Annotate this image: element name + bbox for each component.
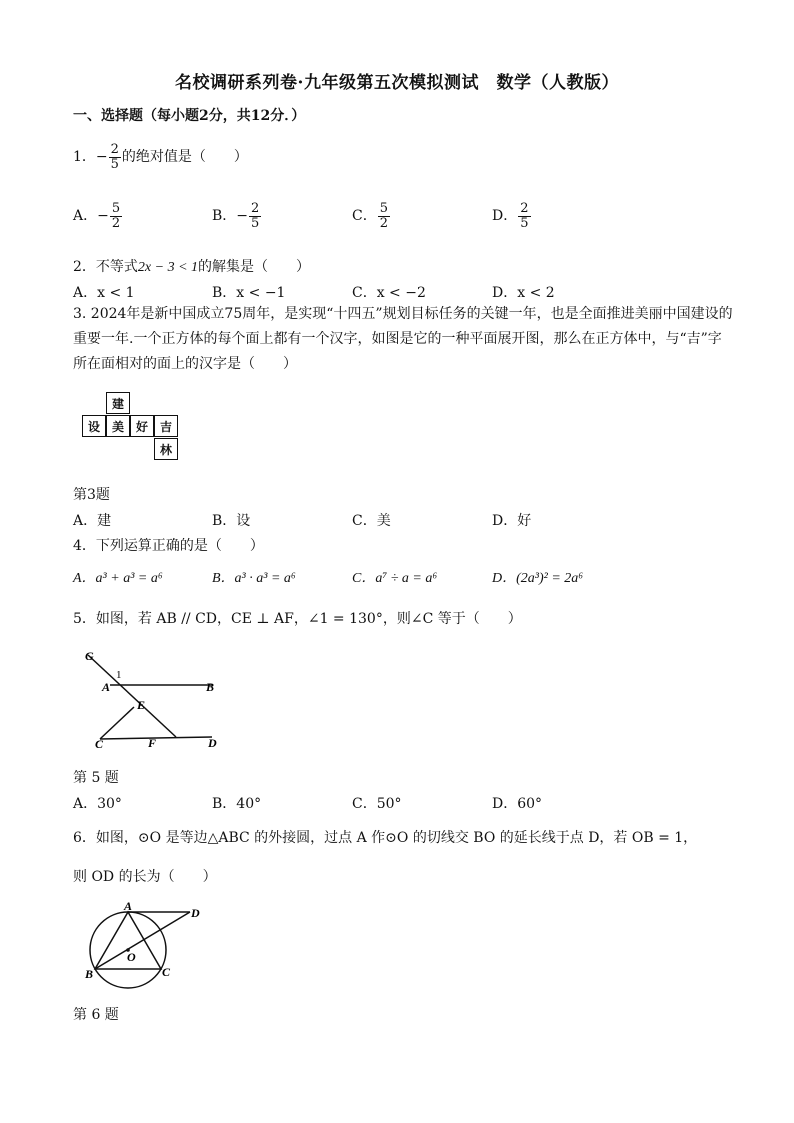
- label-d: D: [208, 736, 217, 750]
- figure-caption-6: 第 6 题: [73, 1007, 119, 1023]
- label-c: C: [95, 737, 104, 751]
- question-1-stem: [73, 143, 248, 171]
- net-cell-jian: 建: [106, 392, 130, 414]
- q2-option-a[interactable]: A．x < 1: [73, 285, 135, 301]
- circle-triangle-figure: [80, 900, 220, 990]
- line-g-f: [88, 655, 176, 737]
- cube-net-figure: [82, 392, 182, 464]
- label-b: B: [85, 967, 94, 981]
- frac-num: 5: [379, 201, 388, 216]
- net-cell-ji: 吉: [154, 415, 178, 437]
- q1-suffix: 的绝对值是（ ）: [121, 149, 248, 166]
- parallel-lines-figure: [80, 645, 230, 755]
- question-4-stem: 4．下列运算正确的是（ ）: [73, 538, 264, 554]
- question-6-stem-line2: 则 OD 的长为（ ）: [73, 869, 217, 885]
- q3-option-d[interactable]: D．好: [492, 513, 532, 529]
- q4-option-a[interactable]: A．a³ + a³ = a⁶: [73, 571, 163, 586]
- q2-stem-b: 的解集是（ ）: [198, 259, 311, 275]
- line-bd: [95, 912, 190, 969]
- figure-caption-3: 第3题: [73, 487, 110, 503]
- q1-option-d[interactable]: [492, 202, 532, 230]
- label-angle-1: 1: [116, 669, 122, 681]
- q2-stem-a: 2．不等式: [73, 259, 138, 275]
- q3-option-a[interactable]: A．建: [73, 513, 112, 529]
- question-2-stem: [73, 256, 310, 276]
- label-a: A: [102, 680, 111, 694]
- label-d: D: [191, 906, 200, 920]
- q3-option-c[interactable]: C．美: [352, 513, 391, 529]
- label-o: O: [127, 950, 136, 964]
- frac-den: 5: [251, 215, 260, 231]
- q5-option-b[interactable]: B．40°: [212, 796, 262, 812]
- question-5-stem: 5．如图，若 AB // CD，CE ⊥ AF，∠1 = 130°，则∠C 等于（ ）: [73, 611, 522, 627]
- question-6-stem-line1: 6．如图，⊙O 是等边△ABC 的外接圆，过点 A 作⊙O 的切线交 BO 的延长线于点 D，若 OB = 1，: [73, 830, 698, 846]
- frac-num: 2: [520, 201, 529, 216]
- q2-option-b[interactable]: B．x < −1: [212, 285, 286, 301]
- q3-option-b[interactable]: B．设: [212, 513, 251, 529]
- frac-den: 2: [379, 215, 388, 231]
- q2-option-c[interactable]: C．x < −2: [352, 285, 426, 301]
- net-cell-lin: 林: [154, 438, 178, 460]
- page-title: 名校调研系列卷·九年级第五次模拟测试 数学（人教版）: [175, 73, 619, 93]
- option-fraction: [110, 202, 122, 230]
- q4-option-d[interactable]: D．(2a³)² = 2a⁶: [492, 571, 584, 586]
- option-letter: D．: [492, 208, 518, 225]
- question-3-stem: 3. 2024年是新中国成立75周年，是实现“十四五”规划目标任务的关键一年，也是全面推进美丽中国建设的重要一年.一个正方体的每个面上都有一个汉字，如图是它的一种平面展开图，那么在正方体中，与“吉”字所在面相对的面上的汉字是（ ）: [73, 306, 733, 372]
- option-fraction: [378, 202, 390, 230]
- q1-fraction: [109, 143, 121, 171]
- label-c: C: [162, 965, 171, 979]
- q5-option-d[interactable]: D．60°: [492, 796, 543, 812]
- q5-option-c[interactable]: C．50°: [352, 796, 402, 812]
- q1-option-b[interactable]: [212, 202, 262, 230]
- option-fraction: [249, 202, 261, 230]
- line-c-e: [100, 707, 134, 739]
- label-e: E: [137, 698, 146, 712]
- net-cell-she: 设: [82, 415, 106, 437]
- q1-frac-num: 2: [110, 142, 119, 157]
- q4-option-c[interactable]: C．a⁷ ÷ a = a⁶: [352, 571, 438, 586]
- q1-option-a[interactable]: [73, 202, 123, 230]
- q1-prefix: 1．−: [73, 149, 108, 166]
- q4-option-b[interactable]: B．a³ · a³ = a⁶: [212, 571, 296, 586]
- frac-den: 2: [111, 215, 121, 231]
- option-fraction: [518, 202, 530, 230]
- section-heading: 一、选择题（每小题2分，共12分．）: [73, 108, 306, 124]
- net-cell-mei: 美: [106, 415, 130, 437]
- net-cell-hao: 好: [130, 415, 154, 437]
- label-b: B: [206, 680, 215, 694]
- q2-option-d[interactable]: D．x < 2: [492, 285, 555, 301]
- label-g: G: [85, 649, 94, 663]
- option-letter: A．−: [73, 208, 109, 225]
- option-letter: B．−: [212, 208, 249, 225]
- frac-num: 5: [111, 201, 121, 216]
- figure-caption-5: 第 5 题: [73, 770, 119, 786]
- option-letter: C．: [352, 208, 377, 225]
- q2-inequality: 2x − 3 < 1: [137, 260, 199, 275]
- q5-option-a[interactable]: A．30°: [73, 796, 122, 812]
- frac-den: 5: [520, 215, 529, 231]
- q1-option-c[interactable]: [352, 202, 391, 230]
- q1-frac-den: 5: [110, 156, 119, 172]
- frac-num: 2: [251, 201, 260, 216]
- label-a: A: [124, 900, 133, 913]
- label-f: F: [148, 736, 157, 750]
